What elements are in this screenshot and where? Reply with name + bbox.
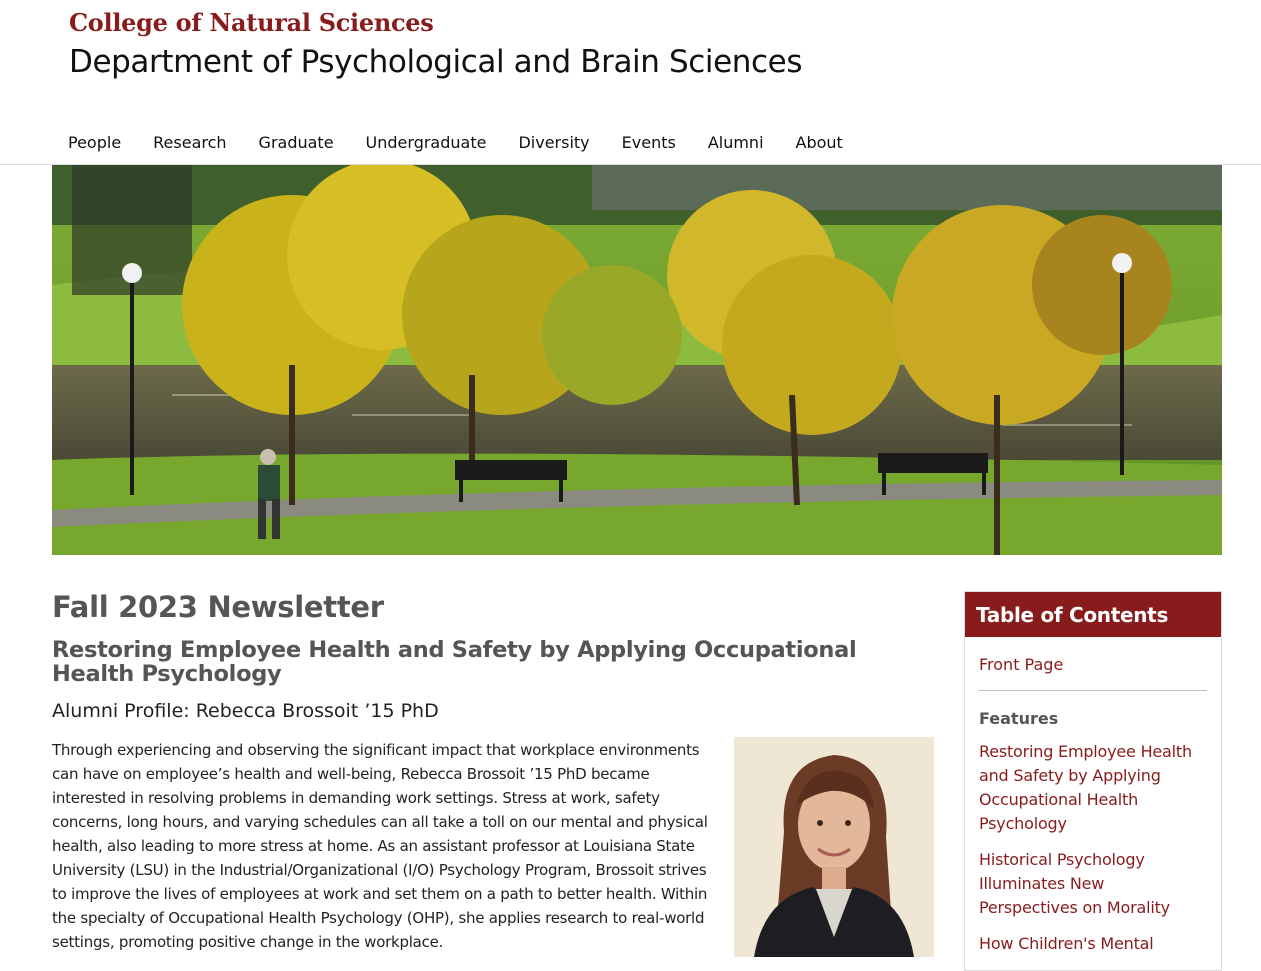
department-name[interactable]: Department of Psychological and Brain Sciences [69, 44, 803, 80]
article-body: Through experiencing and observing the significant impact that workplace environments can have on employee’s health and well-being, Rebecca Brossoit ’15 PhD became interested in resolving problems in demanding work settings. Stress at work, safety concerns, long hours, and varying schedules can all take a toll on our mental and physical health, also leading to more stress at home. As an assistant professor at Louisiana State University (LSU) in the Industrial/Organizational (I/O) Psychology Program, Brossoit strives to improve the lives of employees at work and set them on a path to better health. Within the specialty of Occupational Health Psychology (OHP), she applies research to real-world settings, promoting positive change in the workplace. [52, 741, 708, 951]
toc-section-features: Features [979, 709, 1059, 728]
nav-item-alumni[interactable]: Alumni [707, 133, 764, 152]
toc-link-childrens-mental[interactable]: How Children's Mental [979, 934, 1154, 953]
toc-link-historical-psychology[interactable]: Historical Psychology Illuminates New Perspectives on Morality [979, 850, 1170, 917]
toc-front-page-link[interactable]: Front Page [979, 655, 1064, 674]
nav-item-people[interactable]: People [68, 133, 122, 152]
nav-item-graduate[interactable]: Graduate [258, 133, 334, 152]
toc-divider [979, 690, 1207, 691]
toc-link-restoring-employee-health[interactable]: Restoring Employee Health and Safety by Applying Occupational Health Psychology [979, 742, 1192, 833]
table-of-contents [964, 591, 1222, 971]
article-title: Restoring Employee Health and Safety by Applying Occupational Health Psychology [52, 637, 857, 687]
nav-item-research[interactable]: Research [153, 133, 227, 152]
nav-item-undergraduate[interactable]: Undergraduate [365, 133, 487, 152]
nav-item-events[interactable]: Events [621, 133, 676, 152]
toc-list [979, 740, 1204, 956]
main-nav [0, 126, 1261, 165]
article-subtitle: Alumni Profile: Rebecca Brossoit ’15 PhD [52, 700, 439, 722]
toc-title: Table of Contents [965, 592, 1221, 637]
newsletter-title: Fall 2023 Newsletter [52, 590, 384, 624]
nav-item-diversity[interactable]: Diversity [518, 133, 590, 152]
nav-item-about[interactable]: About [795, 133, 843, 152]
hero-image [52, 165, 1222, 555]
portrait-photo [734, 737, 934, 957]
college-name[interactable]: College of Natural Sciences [69, 8, 434, 37]
